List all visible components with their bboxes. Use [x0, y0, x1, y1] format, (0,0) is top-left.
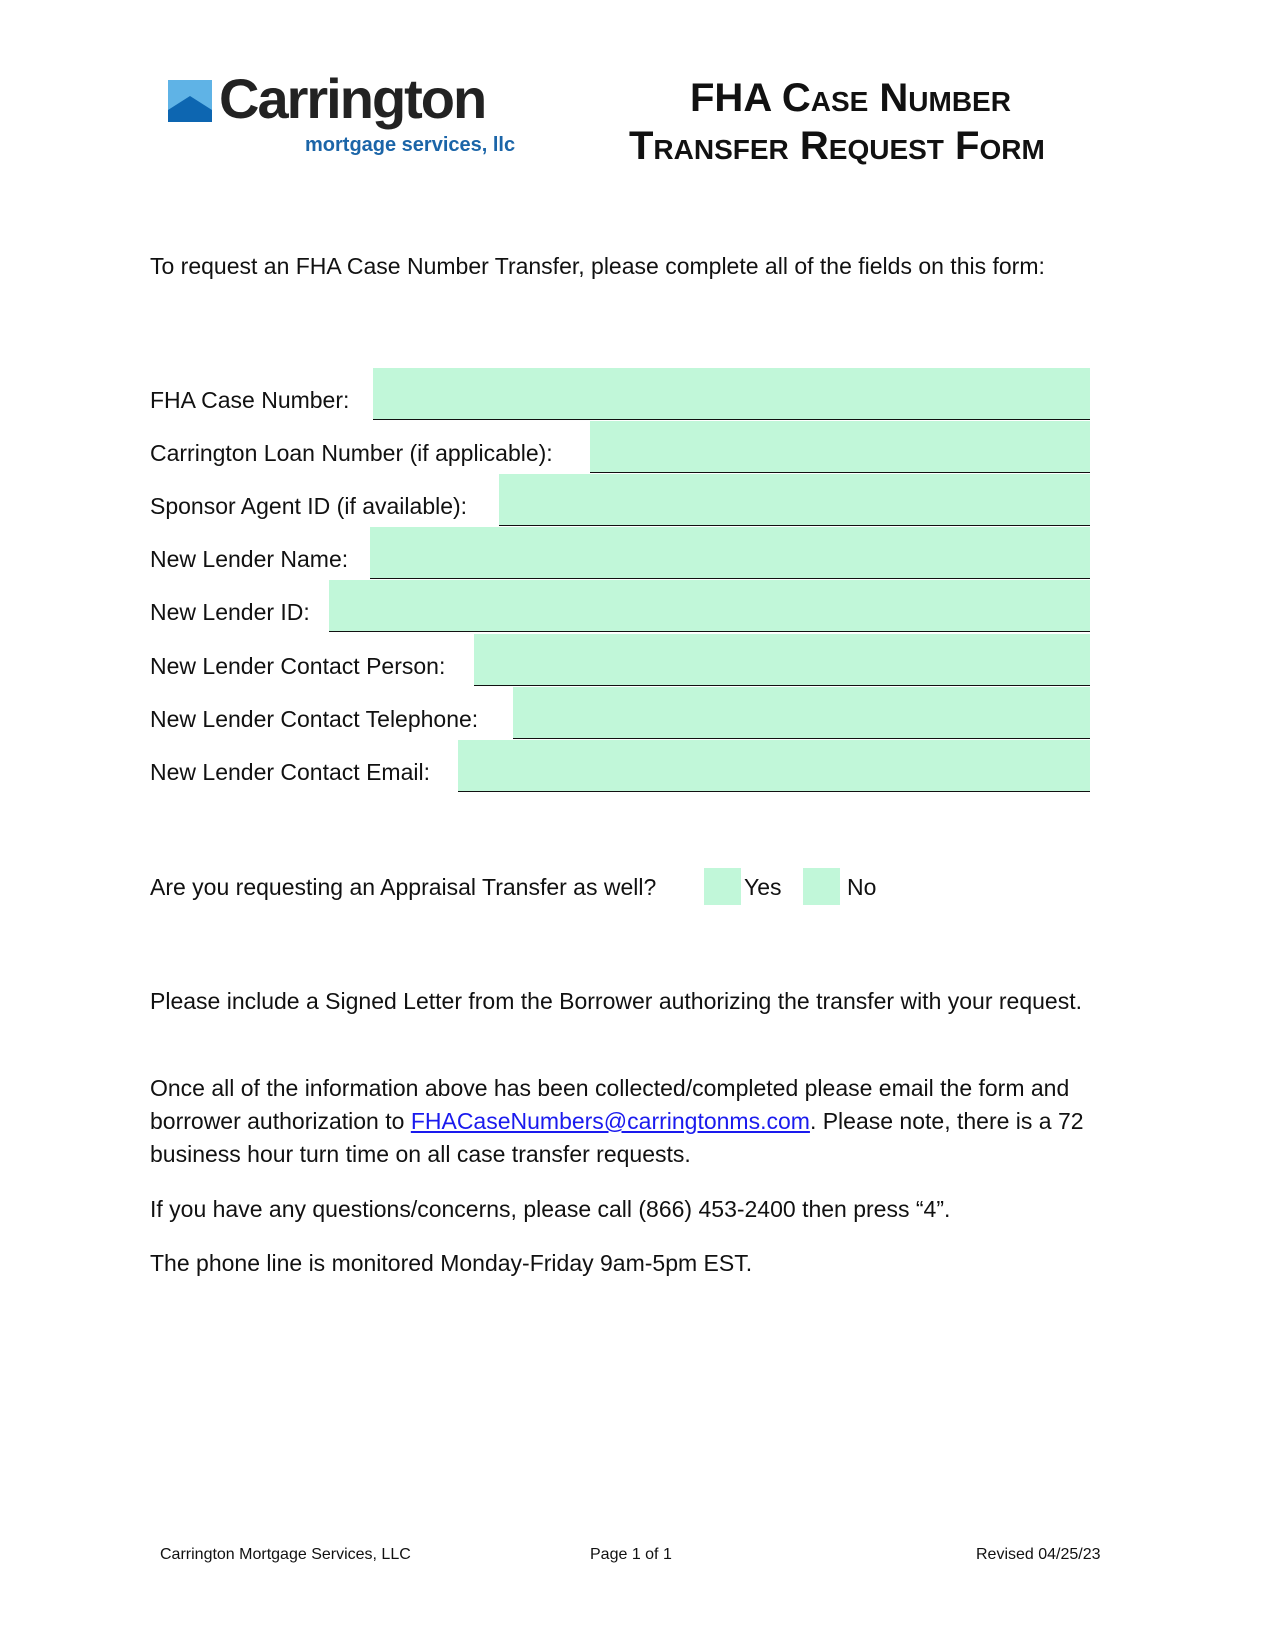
field-row-new-lender-name [150, 527, 1090, 579]
appraisal-question-row [150, 868, 950, 912]
appraisal-no-checkbox[interactable] [803, 868, 840, 905]
field-label-fha-case-number: FHA Case Number: [150, 387, 350, 413]
form-title-line-2: Transfer Request Form [629, 124, 1045, 168]
logo-name: Carrington [219, 67, 486, 130]
field-label-new-lender-contact-person: New Lender Contact Person: [150, 653, 446, 679]
appraisal-yes-label: Yes [744, 874, 782, 900]
logo-tagline: mortgage services, llc [305, 134, 516, 156]
field-label-new-lender-contact-email: New Lender Contact Email: [150, 759, 430, 785]
field-row-new-lender-contact-person [150, 634, 1090, 686]
new-lender-name-input[interactable] [370, 527, 1090, 579]
email-instruction-before: Once all of the information above has been collected/completed please email the form and borrower authorization to [150, 1075, 1070, 1134]
house-roof-logo-icon [168, 80, 212, 122]
field-row-sponsor-agent-id [150, 474, 1090, 526]
submission-email-link[interactable]: FHACaseNumbers@carringtonms.com [410, 1108, 810, 1134]
new-lender-contact-telephone-input[interactable] [513, 687, 1090, 739]
appraisal-question-text: Are you requesting an Appraisal Transfer as well? [150, 874, 657, 900]
footer-page-number: Page 1 of 1 [590, 1546, 672, 1563]
carrington-loan-number-input[interactable] [590, 421, 1090, 473]
intro-text: To request an FHA Case Number Transfer, please complete all of the fields on this form: [150, 253, 1045, 279]
field-label-new-lender-contact-telephone: New Lender Contact Telephone: [150, 706, 479, 732]
field-label-new-lender-name: New Lender Name: [150, 546, 349, 572]
new-lender-contact-email-input[interactable] [458, 740, 1090, 792]
field-row-new-lender-contact-telephone [150, 687, 1090, 739]
field-label-sponsor-agent-id: Sponsor Agent ID (if available): [150, 493, 468, 519]
signed-letter-instruction: Please include a Signed Letter from the Borrower authorizing the transfer with your request. [150, 988, 1082, 1014]
phone-instruction: If you have any questions/concerns, please call (866) 453-2400 then press “4”. [150, 1196, 951, 1222]
appraisal-yes-checkbox[interactable] [704, 868, 741, 905]
field-row-carrington-loan-number [150, 421, 1090, 473]
footer-company: Carrington Mortgage Services, LLC [160, 1546, 411, 1563]
company-logo [168, 67, 528, 162]
new-lender-contact-person-input[interactable] [474, 634, 1090, 686]
form-title-line-1: FHA Case Number [690, 76, 1011, 120]
field-row-new-lender-contact-email [150, 740, 1090, 792]
field-row-fha-case-number [150, 368, 1090, 420]
footer-revised-date: Revised 04/25/23 [976, 1546, 1101, 1563]
field-label-new-lender-id: New Lender ID: [150, 599, 310, 625]
fha-case-number-input[interactable] [373, 368, 1090, 420]
field-row-new-lender-id [150, 580, 1090, 632]
phone-hours: The phone line is monitored Monday-Friday 9am-5pm EST. [150, 1250, 753, 1276]
sponsor-agent-id-input[interactable] [499, 474, 1090, 526]
field-label-carrington-loan-number: Carrington Loan Number (if applicable): [150, 440, 553, 466]
appraisal-no-label: No [847, 874, 877, 900]
email-instruction-after: . Please note, there is a 72 business hour turn time on all case transfer requests. [150, 1108, 1084, 1167]
new-lender-id-input[interactable] [329, 580, 1090, 632]
email-instruction [150, 1072, 1110, 1171]
